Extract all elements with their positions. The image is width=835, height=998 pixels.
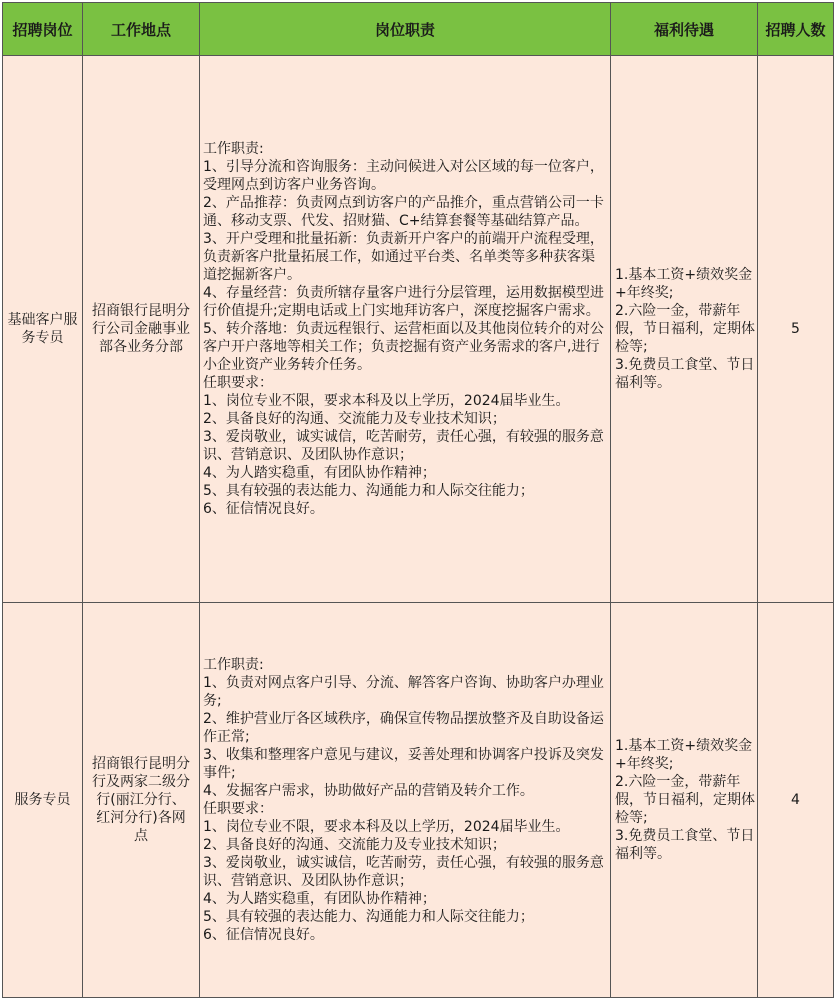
benefit-line: 2.六险一金，带薪年假，节日福利，定期体检等; bbox=[615, 774, 755, 826]
duty-line: 3、开户受理和批量拓新：负责新开户客户的前端开户流程受理，负责新客户批量拓展工作，如通过平台类、名单类等多种获客渠道挖掘新客户。 bbox=[203, 231, 604, 283]
duties-cell bbox=[200, 603, 611, 998]
requirement-heading: 任职要求： bbox=[203, 801, 273, 817]
duties-cell bbox=[200, 56, 611, 603]
duty-line: 工作职责: bbox=[203, 141, 264, 157]
benefits-cell bbox=[611, 603, 758, 998]
duty-line: 5、转介落地：负责远程银行、运营柜面以及其他岗位转介的对公客户开户落地等相关工作；负责挖掘有资产业务需求的客户,进行小企业资产业务转介任务。 bbox=[203, 321, 604, 373]
duty-line: 3、收集和整理客户意见与建议，妥善处理和协调客户投诉及突发事件; bbox=[203, 747, 604, 781]
duty-line: 4、存量经营：负责所辖存量客户进行分层管理，运用数据模型进行价值提升;定期电话或上门实地拜访客户，深度挖掘客户需求。 bbox=[203, 285, 604, 319]
requirement-line: 3、爱岗敬业，诚实诚信，吃苦耐劳，责任心强，有较强的服务意识、营销意识、及团队协作意识； bbox=[203, 429, 604, 463]
requirement-heading: 任职要求： bbox=[203, 375, 273, 391]
table-row bbox=[3, 56, 834, 603]
benefit-line: 1.基本工资+绩效奖金+年终奖; bbox=[615, 738, 753, 772]
header-count: 招聘人数 bbox=[758, 3, 834, 56]
requirement-line: 5、具有较强的表达能力、沟通能力和人际交往能力； bbox=[203, 909, 534, 925]
requirement-line: 6、征信情况良好。 bbox=[203, 927, 324, 943]
benefit-line: 2.六险一金，带薪年假，节日福利，定期体检等; bbox=[615, 303, 755, 355]
requirement-line: 2、具备良好的沟通、交流能力及专业技术知识； bbox=[203, 837, 506, 853]
duty-line: 工作职责: bbox=[203, 657, 264, 673]
location-cell: 招商银行昆明分行及两家二级分行(丽江分行、红河分行)各网点 bbox=[83, 603, 200, 998]
count-cell: 4 bbox=[758, 603, 834, 998]
benefit-line: 3.免费员工食堂、节日福利等。 bbox=[615, 828, 755, 862]
duty-line: 4、发掘客户需求，协助做好产品的营销及转介工作。 bbox=[203, 783, 534, 799]
benefits-cell bbox=[611, 56, 758, 603]
location-cell: 招商银行昆明分行公司金融事业部各业务分部 bbox=[83, 56, 200, 603]
position-cell: 基础客户服务专员 bbox=[3, 56, 83, 603]
table-header-row bbox=[3, 3, 834, 56]
requirement-line: 1、岗位专业不限，要求本科及以上学历，2024届毕业生。 bbox=[203, 819, 570, 835]
header-location: 工作地点 bbox=[83, 3, 200, 56]
header-benefits: 福利待遇 bbox=[611, 3, 758, 56]
requirement-line: 1、岗位专业不限，要求本科及以上学历，2024届毕业生。 bbox=[203, 393, 570, 409]
header-position: 招聘岗位 bbox=[3, 3, 83, 56]
requirement-line: 2、具备良好的沟通、交流能力及专业技术知识； bbox=[203, 411, 506, 427]
position-cell: 服务专员 bbox=[3, 603, 83, 998]
benefit-line: 1.基本工资+绩效奖金+年终奖; bbox=[615, 267, 753, 301]
duty-line: 2、产品推荐：负责网点到访客户的产品推介，重点营销公司一卡通、移动支票、代发、招财猫、C+结算套餐等基础结算产品。 bbox=[203, 195, 604, 229]
requirement-line: 5、具有较强的表达能力、沟通能力和人际交往能力； bbox=[203, 483, 534, 499]
count-cell: 5 bbox=[758, 56, 834, 603]
requirement-line: 4、为人踏实稳重，有团队协作精神； bbox=[203, 891, 436, 907]
requirement-line: 6、征信情况良好。 bbox=[203, 501, 324, 517]
duty-line: 1、引导分流和咨询服务：主动问候进入对公区域的每一位客户，受理网点到访客户业务咨询。 bbox=[203, 159, 604, 193]
table-row bbox=[3, 603, 834, 998]
duty-line: 2、维护营业厅各区域秩序，确保宣传物品摆放整齐及自助设备运作正常; bbox=[203, 711, 604, 745]
benefit-line: 3.免费员工食堂、节日福利等。 bbox=[615, 357, 755, 391]
recruitment-table bbox=[2, 2, 834, 998]
header-duties: 岗位职责 bbox=[200, 3, 611, 56]
requirement-line: 3、爱岗敬业，诚实诚信，吃苦耐劳，责任心强，有较强的服务意识、营销意识、及团队协作意识； bbox=[203, 855, 604, 889]
requirement-line: 4、为人踏实稳重，有团队协作精神； bbox=[203, 465, 436, 481]
duty-line: 1、负责对网点客户引导、分流、解答客户咨询、协助客户办理业务; bbox=[203, 675, 604, 709]
